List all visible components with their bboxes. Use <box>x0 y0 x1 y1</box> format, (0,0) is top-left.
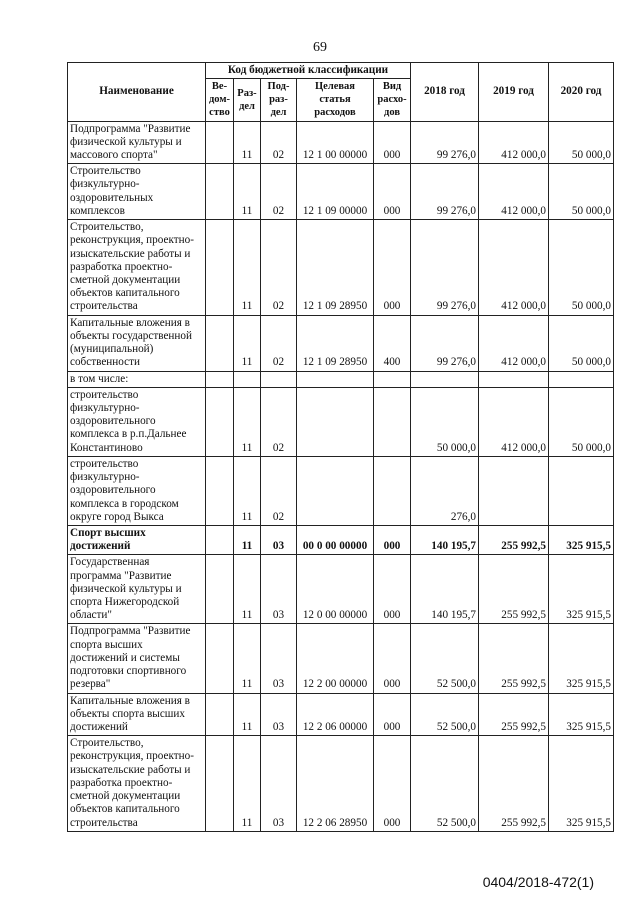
cell-2019: 412 000,0 <box>479 164 549 220</box>
cell-vedomstvo <box>206 624 234 693</box>
col-header-2019: 2019 год <box>479 63 549 122</box>
table-row <box>68 371 614 387</box>
cell-name: Подпрограмма "Развитие физической культуры и массового спорта" <box>68 121 206 164</box>
cell-2019 <box>479 456 549 525</box>
cell-vedomstvo <box>206 164 234 220</box>
cell-2018: 52 500,0 <box>411 624 479 693</box>
cell-razdel: 11 <box>234 456 261 525</box>
cell-vid: 400 <box>374 315 411 371</box>
document-code: 0404/2018-472(1) <box>482 874 594 890</box>
cell-podrazdel: 03 <box>261 555 297 624</box>
cell-2020: 50 000,0 <box>549 315 614 371</box>
cell-2018: 140 195,7 <box>411 525 479 554</box>
table-body <box>68 121 614 831</box>
cell-podrazdel: 03 <box>261 624 297 693</box>
cell-name: строительство физкультурно-оздоровительного комплекса в р.п.Дальнее Константиново <box>68 387 206 456</box>
cell-podrazdel: 03 <box>261 525 297 554</box>
cell-name: Капитальные вложения в объекты государственной (муниципальной) собственности <box>68 315 206 371</box>
cell-vid: 000 <box>374 220 411 316</box>
cell-2019 <box>479 371 549 387</box>
cell-name: Подпрограмма "Развитие спорта высших достижений и системы подготовки спортивного резерва" <box>68 624 206 693</box>
cell-podrazdel: 02 <box>261 220 297 316</box>
cell-podrazdel <box>261 371 297 387</box>
cell-vid: 000 <box>374 624 411 693</box>
cell-2018: 52 500,0 <box>411 693 479 736</box>
table-row <box>68 456 614 525</box>
table-row <box>68 525 614 554</box>
col-header-2018: 2018 год <box>411 63 479 122</box>
budget-table <box>67 62 614 832</box>
header-row-1 <box>68 63 614 79</box>
cell-razdel: 11 <box>234 121 261 164</box>
cell-2020: 325 915,5 <box>549 525 614 554</box>
cell-vid: 000 <box>374 525 411 554</box>
cell-podrazdel: 02 <box>261 315 297 371</box>
cell-2018: 99 276,0 <box>411 121 479 164</box>
cell-2019: 255 992,5 <box>479 555 549 624</box>
cell-celevaya: 12 1 09 00000 <box>297 164 374 220</box>
cell-celevaya: 12 0 00 00000 <box>297 555 374 624</box>
cell-celevaya: 12 2 06 28950 <box>297 736 374 832</box>
cell-2018: 99 276,0 <box>411 164 479 220</box>
table-row <box>68 315 614 371</box>
cell-vid <box>374 387 411 456</box>
cell-razdel: 11 <box>234 315 261 371</box>
col-header-razdel: Раз-дел <box>234 79 261 121</box>
cell-razdel: 11 <box>234 736 261 832</box>
cell-vedomstvo <box>206 525 234 554</box>
cell-2019: 255 992,5 <box>479 736 549 832</box>
cell-razdel: 11 <box>234 555 261 624</box>
cell-2019: 255 992,5 <box>479 624 549 693</box>
cell-name: Строительство физкультурно-оздоровительных комплексов <box>68 164 206 220</box>
cell-vid: 000 <box>374 736 411 832</box>
cell-razdel: 11 <box>234 624 261 693</box>
cell-celevaya: 12 2 06 00000 <box>297 693 374 736</box>
cell-2018: 99 276,0 <box>411 315 479 371</box>
col-header-vedomstvo: Ве-дом-ство <box>206 79 234 121</box>
cell-celevaya <box>297 456 374 525</box>
cell-vedomstvo <box>206 387 234 456</box>
cell-vedomstvo <box>206 220 234 316</box>
col-header-code-group: Код бюджетной классификации <box>206 63 411 79</box>
cell-2020 <box>549 456 614 525</box>
table-row <box>68 624 614 693</box>
cell-celevaya: 00 0 00 00000 <box>297 525 374 554</box>
cell-2018: 50 000,0 <box>411 387 479 456</box>
table-row <box>68 164 614 220</box>
cell-2020: 325 915,5 <box>549 736 614 832</box>
cell-vedomstvo <box>206 693 234 736</box>
table-row <box>68 387 614 456</box>
cell-2020: 50 000,0 <box>549 121 614 164</box>
cell-vid: 000 <box>374 121 411 164</box>
cell-2018: 99 276,0 <box>411 220 479 316</box>
cell-razdel: 11 <box>234 693 261 736</box>
cell-2018 <box>411 371 479 387</box>
cell-razdel: 11 <box>234 525 261 554</box>
cell-2020: 50 000,0 <box>549 164 614 220</box>
table-row <box>68 736 614 832</box>
cell-celevaya: 12 1 09 28950 <box>297 315 374 371</box>
cell-podrazdel: 03 <box>261 693 297 736</box>
cell-vedomstvo <box>206 371 234 387</box>
cell-2019: 412 000,0 <box>479 387 549 456</box>
cell-vid: 000 <box>374 693 411 736</box>
cell-name: в том числе: <box>68 371 206 387</box>
cell-razdel: 11 <box>234 387 261 456</box>
table-row <box>68 555 614 624</box>
cell-2018: 276,0 <box>411 456 479 525</box>
cell-vid: 000 <box>374 164 411 220</box>
cell-2019: 255 992,5 <box>479 693 549 736</box>
cell-celevaya: 12 1 00 00000 <box>297 121 374 164</box>
cell-podrazdel: 02 <box>261 164 297 220</box>
cell-podrazdel: 02 <box>261 121 297 164</box>
cell-podrazdel: 03 <box>261 736 297 832</box>
col-header-2020: 2020 год <box>549 63 614 122</box>
col-header-vid: Вид расхо-дов <box>374 79 411 121</box>
cell-2020: 50 000,0 <box>549 220 614 316</box>
cell-2019: 412 000,0 <box>479 315 549 371</box>
cell-celevaya: 12 1 09 28950 <box>297 220 374 316</box>
cell-name: Строительство, реконструкция, проектно-изыскательские работы и разработка проектно-сметной документации объектов капитального строительства <box>68 220 206 316</box>
cell-2018: 52 500,0 <box>411 736 479 832</box>
cell-name: Капитальные вложения в объекты спорта высших достижений <box>68 693 206 736</box>
cell-razdel: 11 <box>234 164 261 220</box>
cell-podrazdel: 02 <box>261 387 297 456</box>
cell-vid <box>374 371 411 387</box>
cell-2018: 140 195,7 <box>411 555 479 624</box>
cell-2020: 325 915,5 <box>549 624 614 693</box>
cell-vedomstvo <box>206 555 234 624</box>
cell-name: Строительство, реконструкция, проектно-изыскательские работы и разработка проектно-сметной документации объектов капитального строительства <box>68 736 206 832</box>
cell-celevaya: 12 2 00 00000 <box>297 624 374 693</box>
page-number: 69 <box>313 40 327 55</box>
cell-vedomstvo <box>206 456 234 525</box>
table-row <box>68 693 614 736</box>
cell-vedomstvo <box>206 121 234 164</box>
cell-name: строительство физкультурно-оздоровительного комплекса в городском округе город Выкса <box>68 456 206 525</box>
col-header-podrazdel: Под-раз-дел <box>261 79 297 121</box>
cell-2019: 255 992,5 <box>479 525 549 554</box>
cell-celevaya <box>297 387 374 456</box>
col-header-name: Наименование <box>68 63 206 122</box>
table-row <box>68 220 614 316</box>
cell-vedomstvo <box>206 315 234 371</box>
cell-podrazdel: 02 <box>261 456 297 525</box>
cell-vedomstvo <box>206 736 234 832</box>
cell-vid <box>374 456 411 525</box>
cell-2020: 50 000,0 <box>549 387 614 456</box>
cell-vid: 000 <box>374 555 411 624</box>
cell-2019: 412 000,0 <box>479 121 549 164</box>
table-row <box>68 121 614 164</box>
cell-name: Государственная программа "Развитие физической культуры и спорта Нижегородской области" <box>68 555 206 624</box>
cell-2020: 325 915,5 <box>549 555 614 624</box>
cell-2020: 325 915,5 <box>549 693 614 736</box>
cell-celevaya <box>297 371 374 387</box>
cell-2020 <box>549 371 614 387</box>
col-header-celevaya: Целевая статья расходов <box>297 79 374 121</box>
cell-razdel: 11 <box>234 220 261 316</box>
cell-2019: 412 000,0 <box>479 220 549 316</box>
cell-razdel <box>234 371 261 387</box>
cell-name: Спорт высших достижений <box>68 525 206 554</box>
